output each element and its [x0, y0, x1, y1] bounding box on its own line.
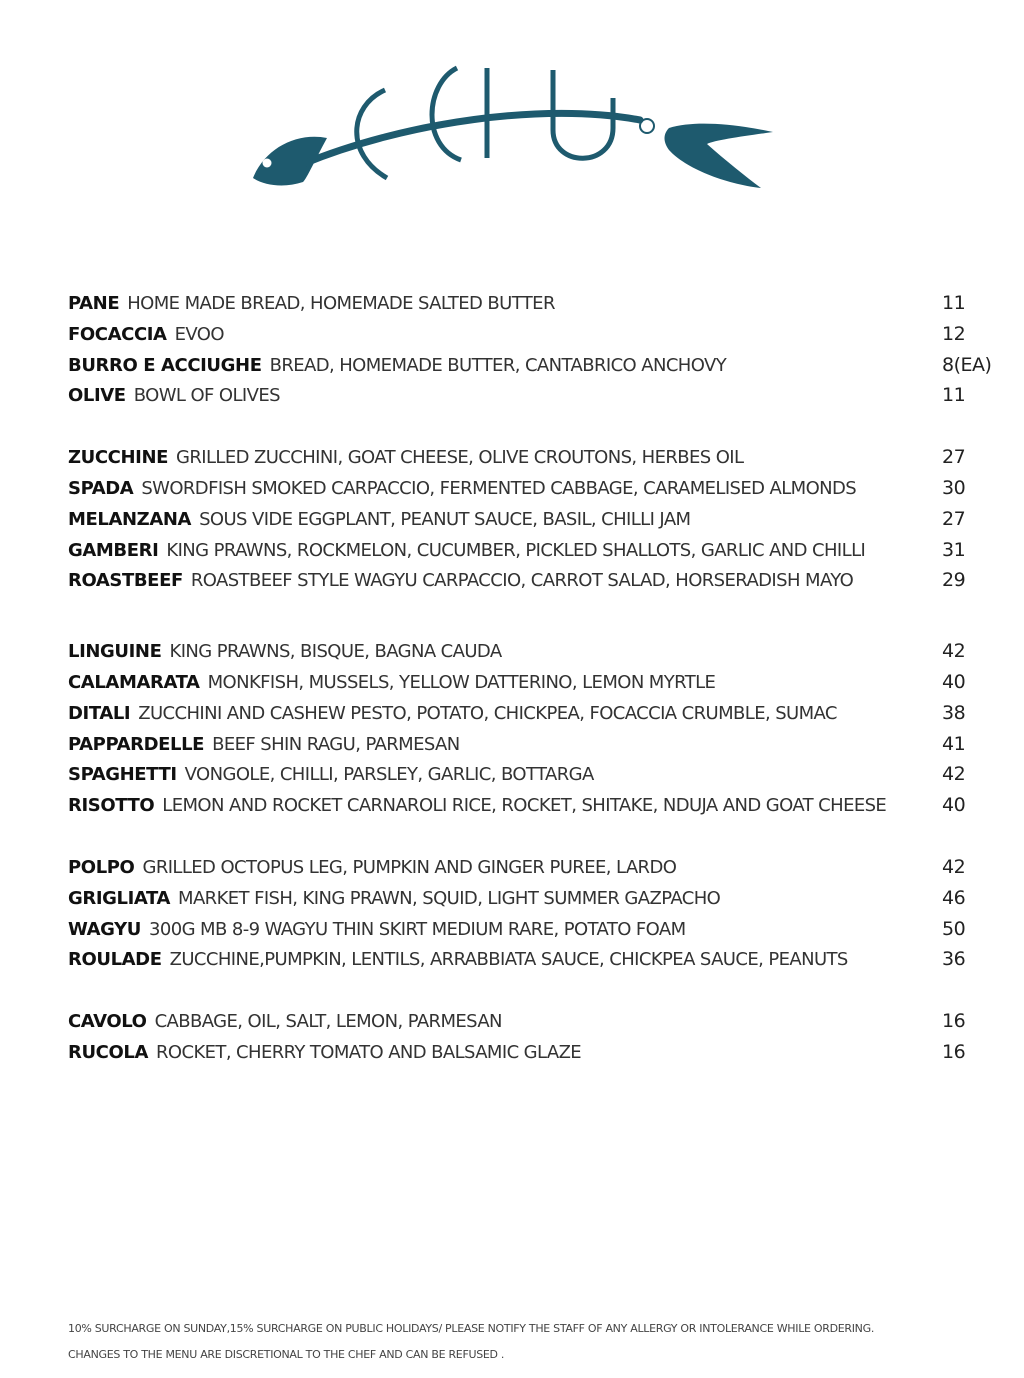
dish-price: 11 — [942, 292, 966, 314]
dish-name: RISOTTO — [68, 795, 155, 817]
menu-item — [68, 504, 994, 535]
menu-item — [68, 729, 994, 760]
fish-skeleton-logo — [245, 60, 785, 200]
dish-description: GRILLED ZUCCHINI, GOAT CHEESE, OLIVE CROUTONS, HERBES OIL — [176, 447, 744, 469]
dish-price: 38 — [942, 701, 966, 724]
dish-name: WAGYU — [68, 918, 142, 940]
dish-description: ZUCCHINI AND CASHEW PESTO, POTATO, CHICKPEA, FOCACCIA CRUMBLE, SUMAC — [138, 702, 837, 724]
menu-list — [68, 288, 994, 1068]
dish-price: 27 — [942, 446, 966, 469]
changes-note: CHANGES TO THE MENU ARE DISCRETIONAL TO THE CHEF AND CAN BE REFUSED . — [68, 1348, 505, 1361]
menu-item — [68, 1006, 994, 1037]
dish-description: SWORDFISH SMOKED CARPACCIO, FERMENTED CABBAGE, CARAMELISED ALMONDS — [141, 477, 857, 499]
menu-item — [68, 319, 994, 350]
dish-price: 40 — [942, 794, 966, 817]
menu-item — [68, 883, 994, 914]
dish-price: 27 — [942, 507, 966, 530]
dish-description: BREAD, HOMEMADE BUTTER, CANTABRICO ANCHOVY — [269, 354, 727, 376]
dish-price: 42 — [942, 855, 966, 878]
dish-name: POLPO — [68, 856, 135, 878]
menu-item — [68, 473, 994, 504]
dish-name: LINGUINE — [68, 641, 162, 663]
dish-description: EVOO — [174, 323, 224, 345]
menu-item — [68, 852, 994, 883]
dish-price: 41 — [942, 732, 966, 755]
dish-description: VONGOLE, CHILLI, PARSLEY, GARLIC, BOTTARGA — [184, 764, 594, 786]
menu-section — [68, 288, 994, 411]
dish-description: GRILLED OCTOPUS LEG, PUMPKIN AND GINGER PUREE, LARDO — [142, 856, 677, 878]
dish-name: FOCACCIA — [68, 323, 167, 345]
dish-description: HOME MADE BREAD, HOMEMADE SALTED BUTTER — [127, 293, 555, 314]
dish-price: 29 — [942, 569, 966, 592]
dish-description: KING PRAWNS, ROCKMELON, CUCUMBER, PICKLED SHALLOTS, GARLIC AND CHILLI — [166, 539, 866, 561]
dish-name: PAPPARDELLE — [68, 733, 205, 755]
dish-name: ZUCCHINE — [68, 447, 169, 469]
dish-price: 50 — [942, 917, 966, 940]
surcharge-note: 10% SURCHARGE ON SUNDAY,15% SURCHARGE ON PUBLIC HOLIDAYS/ PLEASE NOTIFY THE STAFF OF ANY ALLERGY OR INTOLERANCE WHILE ORDERING. — [68, 1322, 875, 1335]
dish-price: 30 — [942, 476, 966, 499]
dish-price: 42 — [942, 763, 966, 786]
dish-name: ROULADE — [68, 949, 162, 971]
menu-section — [68, 1006, 994, 1068]
dish-price: 8(EA) — [942, 353, 992, 376]
dish-description: BEEF SHIN RAGU, PARMESAN — [212, 733, 460, 755]
dish-price: 31 — [942, 538, 966, 561]
menu-section — [68, 852, 994, 975]
dish-price: 11 — [942, 384, 966, 407]
dish-name: PANE — [68, 293, 120, 314]
dish-price: 12 — [942, 322, 966, 345]
dish-price: 40 — [942, 670, 966, 693]
menu-item — [68, 565, 994, 596]
menu-item — [68, 944, 994, 975]
dish-price: 16 — [942, 1010, 966, 1033]
menu-item — [68, 535, 994, 566]
menu-item — [68, 667, 994, 698]
dish-price: 16 — [942, 1040, 966, 1063]
dish-name: ROASTBEEF — [68, 570, 183, 592]
menu-item — [68, 914, 994, 945]
menu-item — [68, 442, 994, 473]
footer-notes — [68, 1316, 968, 1368]
dish-name: SPAGHETTI — [68, 764, 177, 786]
dish-name: OLIVE — [68, 385, 126, 407]
menu-item — [68, 288, 994, 319]
dish-description: LEMON AND ROCKET CARNAROLI RICE, ROCKET, SHITAKE, NDUJA AND GOAT CHEESE — [162, 795, 887, 817]
menu-section — [68, 636, 994, 821]
dish-description: SOUS VIDE EGGPLANT, PEANUT SAUCE, BASIL, CHILLI JAM — [199, 508, 691, 530]
dish-name: CALAMARATA — [68, 671, 200, 693]
dish-description: MONKFISH, MUSSELS, YELLOW DATTERINO, LEMON MYRTLE — [207, 671, 716, 693]
menu-item — [68, 759, 994, 790]
dish-description: KING PRAWNS, BISQUE, BAGNA CAUDA — [169, 641, 502, 663]
dish-description: ROCKET, CHERRY TOMATO AND BALSAMIC GLAZE — [156, 1041, 582, 1063]
dish-description: 300G MB 8-9 WAGYU THIN SKIRT MEDIUM RARE, POTATO FOAM — [149, 918, 686, 940]
menu-section — [68, 442, 994, 596]
menu-item — [68, 350, 994, 381]
dish-name: BURRO E ACCIUGHE — [68, 354, 262, 376]
menu-item — [68, 1037, 994, 1068]
dish-price: 36 — [942, 948, 966, 971]
dish-name: GAMBERI — [68, 539, 159, 561]
dish-price: 42 — [942, 640, 966, 663]
dish-name: SPADA — [68, 477, 134, 499]
dish-name: DITALI — [68, 702, 131, 724]
menu-item — [68, 698, 994, 729]
dish-name: CAVOLO — [68, 1011, 147, 1033]
dish-description: CABBAGE, OIL, SALT, LEMON, PARMESAN — [154, 1011, 502, 1033]
dish-description: BOWL OF OLIVES — [133, 385, 280, 407]
dish-name: RUCOLA — [68, 1041, 148, 1063]
menu-item — [68, 636, 994, 667]
dish-name: GRIGLIATA — [68, 887, 171, 909]
dish-name: MELANZANA — [68, 508, 192, 530]
dish-description: ZUCCHINE,PUMPKIN, LENTILS, ARRABBIATA SAUCE, CHICKPEA SAUCE, PEANUTS — [169, 949, 848, 971]
dish-description: ROASTBEEF STYLE WAGYU CARPACCIO, CARROT SALAD, HORSERADISH MAYO — [190, 570, 854, 592]
menu-item — [68, 380, 994, 411]
menu-item — [68, 790, 994, 821]
dish-price: 46 — [942, 886, 966, 909]
dish-description: MARKET FISH, KING PRAWN, SQUID, LIGHT SUMMER GAZPACHO — [178, 887, 721, 909]
